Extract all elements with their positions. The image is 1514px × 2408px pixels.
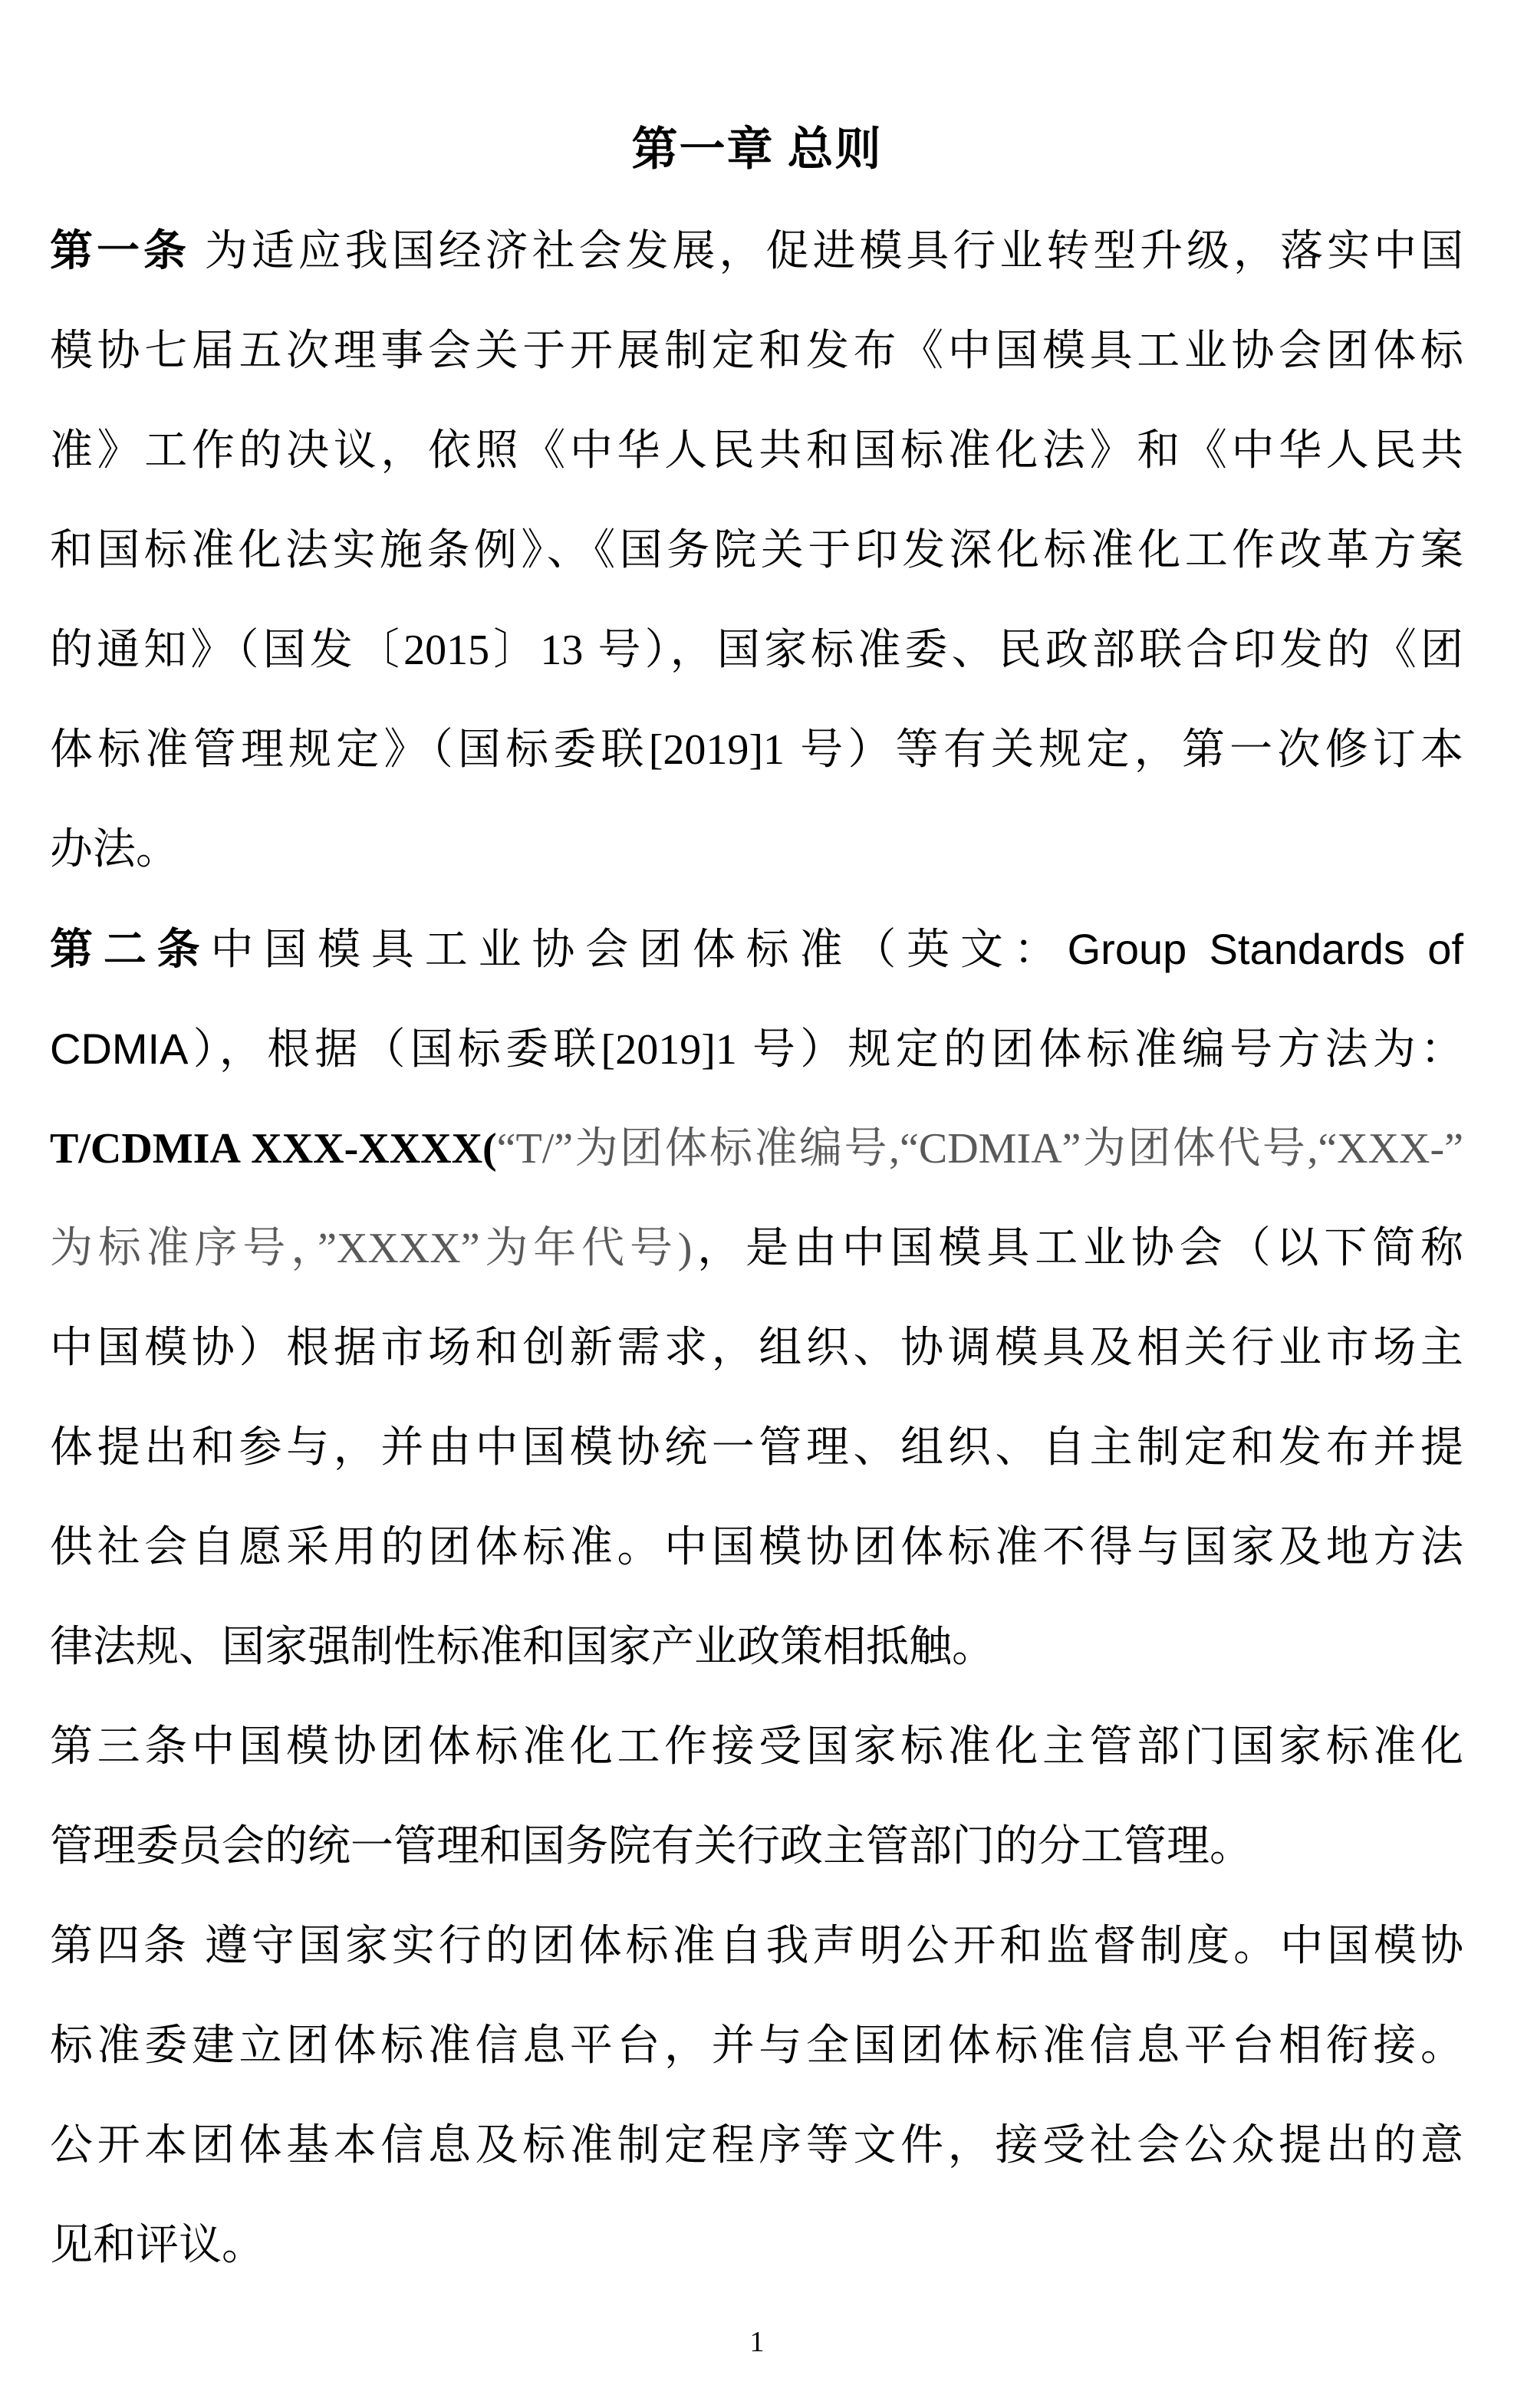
text-segment: 为适应我国经济社会发展，促进模具行业转型升级，落实中国 <box>204 228 1464 275</box>
text-segment: 和国标准化法实施条例》、《国务院关于印发深化标准化工作改革方案 <box>50 527 1463 574</box>
text-line <box>50 700 1463 800</box>
text-segment: ），根据（国标委联[2019]1 号）规定的团体标准编号方法为： <box>188 1026 1463 1074</box>
text-segment: 第二条 <box>50 926 211 974</box>
text-segment: 第四条 遵守国家实行的团体标准自我声明公开和监督制度。中国模协 <box>50 1923 1463 1970</box>
text-line <box>50 301 1463 401</box>
text-segment: 标准委建立团体标准信息平台，并与全国团体标准信息平台相衔接。 <box>50 2022 1463 2070</box>
text-segment: T/CDMIA XXX-XXXX( <box>50 1125 497 1173</box>
text-segment: 中国模协）根据市场和创新需求，组织、协调模具及相关行业市场主 <box>50 1324 1463 1372</box>
text-segment: 律法规、国家强制性标准和国家产业政策相抵触。 <box>50 1623 995 1671</box>
text-segment: 体标准管理规定》（国标委联[2019]1 号）等有关规定，第一次修订本 <box>50 726 1463 774</box>
text-line <box>50 1597 1463 1697</box>
text-line <box>50 800 1463 900</box>
text-line <box>50 202 1463 301</box>
text-line <box>50 2096 1463 2196</box>
text-line <box>50 501 1463 600</box>
text-segment: 公开本团体基本信息及标准制定程序等文件，接受社会公众提出的意 <box>50 2122 1463 2170</box>
text-line <box>50 1298 1463 1398</box>
text-line <box>50 1398 1463 1498</box>
text-line <box>50 999 1463 1099</box>
text-segment: Group Standards of <box>1067 925 1464 973</box>
text-segment: 中国模具工业协会团体标准（英文： <box>210 926 1068 974</box>
text-segment: 第一条 <box>50 228 205 275</box>
text-segment: 为标准序号，”XXXX”为年代号) <box>50 1225 693 1272</box>
text-segment: 第三条中国模协团体标准化工作接受国家标准化主管部门国家标准化 <box>50 1723 1463 1771</box>
document-body <box>50 202 1463 2295</box>
text-line <box>50 600 1463 700</box>
text-line <box>50 900 1463 999</box>
text-segment: “T/”为团体标准编号,“CDMIA”为团体代号,“XXX-” <box>496 1125 1463 1173</box>
text-line <box>50 1099 1463 1199</box>
text-line <box>50 1996 1463 2096</box>
text-line <box>50 1797 1463 1896</box>
text-segment: 体提出和参与，并由中国模协统一管理、组织、自主制定和发布并提 <box>50 1424 1463 1472</box>
text-segment: 管理委员会的统一管理和国务院有关行政主管部门的分工管理。 <box>50 1823 1252 1870</box>
text-segment: 的通知》（国发〔2015〕13 号），国家标准委、民政部联合印发的《团 <box>50 627 1463 674</box>
chapter-title: 第一章 总则 <box>631 124 883 175</box>
text-segment: 模协七届五次理事会关于开展制定和发布《中国模具工业协会团体标 <box>50 327 1463 375</box>
text-segment: 供社会自愿采用的团体标准。中国模协团体标准不得与国家及地方法 <box>50 1524 1463 1571</box>
text-line <box>50 1498 1463 1597</box>
text-line <box>50 401 1463 501</box>
text-line <box>50 1896 1463 1996</box>
text-line <box>50 1199 1463 1298</box>
text-line <box>50 2196 1463 2295</box>
text-segment: CDMIA <box>50 1025 189 1073</box>
text-segment: ，是由中国模具工业协会（以下简称 <box>692 1225 1464 1272</box>
text-segment: 办法。 <box>50 826 179 873</box>
text-segment: 准》工作的决议，依照《中华人民共和国标准化法》和《中华人民共 <box>50 427 1463 475</box>
text-line <box>50 1697 1463 1797</box>
text-segment: 见和评议。 <box>50 2222 265 2269</box>
page-number: 1 <box>749 2326 765 2358</box>
